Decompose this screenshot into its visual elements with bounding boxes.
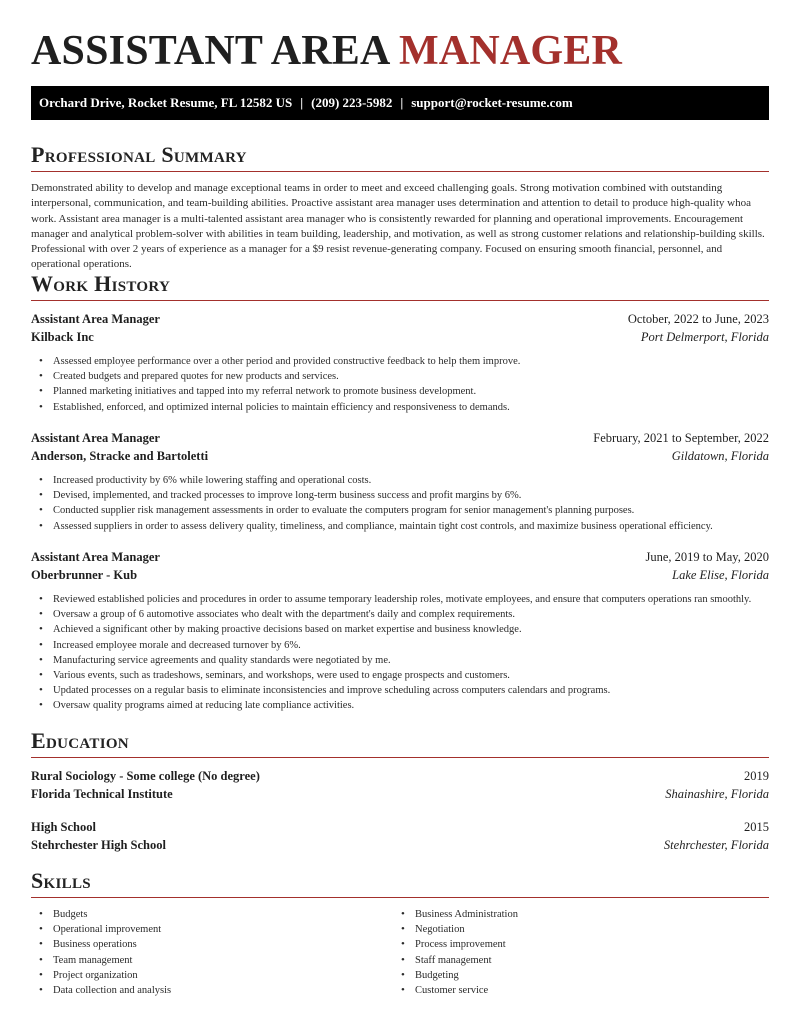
education-entry bbox=[31, 818, 769, 854]
skills-column-left bbox=[31, 907, 171, 998]
list-item: • Assessed suppliers in order to assess delivery quality, timeliness, and compliance, maintain tight cost controls, and maximize business operational efficiency. bbox=[53, 519, 769, 534]
list-item: • Assessed employee performance over a other period and provided constructive feedback to help them improve. bbox=[53, 354, 769, 369]
contact-bar bbox=[31, 86, 769, 120]
list-item: • Increased employee morale and decreased turnover by 6%. bbox=[53, 638, 769, 653]
list-item: • Budgets bbox=[53, 907, 171, 922]
job-title-row bbox=[31, 310, 769, 328]
education-school: Stehrchester High School bbox=[31, 838, 166, 852]
job-title: Assistant Area Manager bbox=[31, 550, 160, 564]
list-item: • Team management bbox=[53, 953, 171, 968]
job-title: Assistant Area Manager bbox=[31, 431, 160, 445]
job-entry bbox=[31, 429, 769, 534]
list-item: • Negotiation bbox=[415, 922, 518, 937]
list-item: • Business operations bbox=[53, 937, 171, 952]
list-item: • Various events, such as tradeshows, seminars, and workshops, were used to engage prospects and customers. bbox=[53, 668, 769, 683]
education-year: 2015 bbox=[744, 820, 769, 834]
list-item: • Customer service bbox=[415, 983, 518, 998]
education-school-row bbox=[31, 785, 769, 803]
summary-text: Demonstrated ability to develop and manage exceptional teams in order to meet and exceed challenging goals. Strong motivation combined with outstanding interpersonal, communication, and team-building abilities. Proactive assistant area manager uses determination and attention to detail to produce high-quality whoa work. Assistant area manager is a multi-talented assistant area manager who is consistently rewarded for planning and operational improvements. Encouragement manager and analytical problem-solver with abilities in team building, leadership, and motivation, as well as strong customer relations and relationship-building skills. Professional with over 2 years of experience as a manager for a $9 resist revenue-generating company. Focused on ensuring smooth financial, personnel, and operational operations. bbox=[31, 182, 765, 271]
job-dates: February, 2021 to September, 2022 bbox=[593, 431, 769, 445]
education-location: Shainashire, Florida bbox=[665, 787, 769, 801]
education-location: Stehrchester, Florida bbox=[663, 838, 769, 852]
contact-separator: | bbox=[400, 95, 404, 110]
skills-heading: Skills bbox=[31, 867, 769, 898]
education-year: 2019 bbox=[744, 769, 769, 783]
job-company: Oberbrunner - Kub bbox=[31, 568, 138, 582]
resume-title bbox=[31, 27, 622, 75]
list-item: • Business Administration bbox=[415, 907, 518, 922]
list-item: • Devised, implemented, and tracked processes to improve long-term business success and profit margins by 6%. bbox=[53, 488, 769, 503]
list-item: • Oversaw quality programs aimed at reducing late compliance activities. bbox=[53, 698, 769, 713]
list-item: • Manufacturing service agreements and quality standards were negotiated by me. bbox=[53, 653, 769, 668]
job-dates: October, 2022 to June, 2023 bbox=[627, 312, 769, 326]
list-item: • Oversaw a group of 6 automotive associates who dealt with the department's daily and complex requirements. bbox=[53, 607, 769, 622]
education-degree-row bbox=[31, 767, 769, 785]
title-accent: MANAGER bbox=[398, 28, 623, 74]
education-entry bbox=[31, 767, 769, 803]
contact-phone[interactable]: (209) 223-5982 bbox=[311, 95, 393, 110]
job-company-row bbox=[31, 566, 769, 584]
contact-separator: | bbox=[300, 95, 304, 110]
list-item: • Increased productivity by 6% while lowering staffing and operational costs. bbox=[53, 473, 769, 488]
job-bullets bbox=[31, 592, 769, 714]
list-item: • Created budgets and prepared quotes for new products and services. bbox=[53, 369, 769, 384]
work-history-heading: Work History bbox=[31, 270, 769, 301]
job-bullets bbox=[31, 473, 769, 534]
job-company: Anderson, Stracke and Bartoletti bbox=[31, 449, 209, 463]
education-heading: Education bbox=[31, 727, 769, 758]
job-title-row bbox=[31, 548, 769, 566]
list-item: • Operational improvement bbox=[53, 922, 171, 937]
list-item: • Achieved a significant other by making proactive decisions based on market expertise and business knowledge. bbox=[53, 622, 769, 637]
education-degree: High School bbox=[31, 820, 96, 834]
job-location: Gildatown, Florida bbox=[671, 449, 769, 463]
list-item: • Data collection and analysis bbox=[53, 983, 171, 998]
list-item: • Reviewed established policies and procedures in order to assume temporary leadership roles, motivate employees, and ensure that computers operations ran smoothly. bbox=[53, 592, 769, 607]
skills-column-right bbox=[393, 907, 518, 998]
education-school-row bbox=[31, 836, 769, 854]
list-item: • Budgeting bbox=[415, 968, 518, 983]
education-degree-row bbox=[31, 818, 769, 836]
job-company-row bbox=[31, 447, 769, 465]
education-school: Florida Technical Institute bbox=[31, 787, 173, 801]
job-title-row bbox=[31, 429, 769, 447]
list-item: • Planned marketing initiatives and tapped into my referral network to promote business development. bbox=[53, 384, 769, 399]
list-item: • Established, enforced, and optimized internal policies to maintain efficiency and responsiveness to demands. bbox=[53, 400, 769, 415]
job-title: Assistant Area Manager bbox=[31, 312, 160, 326]
list-item: • Conducted supplier risk management assessments in order to evaluate the computers program for senior management's planning purposes. bbox=[53, 503, 769, 518]
list-item: • Staff management bbox=[415, 953, 518, 968]
summary-heading: Professional Summary bbox=[31, 141, 769, 172]
job-company-row bbox=[31, 328, 769, 346]
job-dates: June, 2019 to May, 2020 bbox=[645, 550, 769, 564]
job-bullets bbox=[31, 354, 769, 415]
contact-address: Orchard Drive, Rocket Resume, FL 12582 US bbox=[39, 95, 293, 110]
list-item: • Updated processes on a regular basis to eliminate inconsistencies and improve scheduling across computers calendars and programs. bbox=[53, 683, 769, 698]
list-item: • Process improvement bbox=[415, 937, 518, 952]
job-entry bbox=[31, 310, 769, 415]
job-location: Port Delmerport, Florida bbox=[640, 330, 769, 344]
job-company: Kilback Inc bbox=[31, 330, 94, 344]
job-entry bbox=[31, 548, 769, 714]
list-item: • Project organization bbox=[53, 968, 171, 983]
contact-email[interactable]: support@rocket-resume.com bbox=[411, 95, 573, 110]
job-location: Lake Elise, Florida bbox=[672, 568, 769, 582]
education-degree: Rural Sociology - Some college (No degree) bbox=[31, 769, 260, 783]
title-main: ASSISTANT AREA bbox=[31, 28, 389, 74]
